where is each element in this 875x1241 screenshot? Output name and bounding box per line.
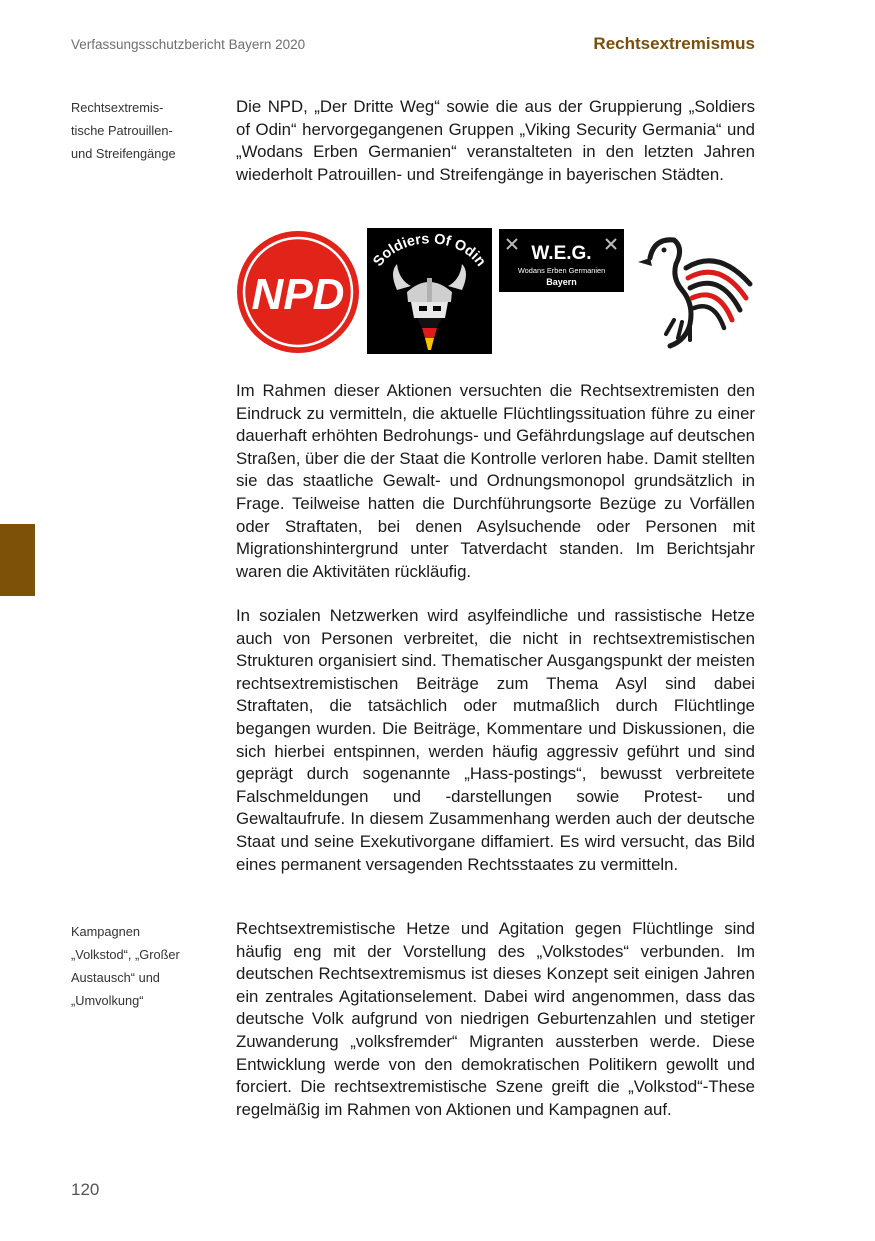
paragraph-volkstod: Rechtsextremistische Hetze und Agitation gegen Flüchtlinge sind häufig eng mit der Vorstellung des „Volkstodes“ verbunden. Im deutschen Rechtsextremismus ist dieses Konzept seit einigen Jahren ein zentrales Agitationselement. Dabei wird angenommen, dass das deutsche Volk aufgrund von niedrigen Geburtenzahlen und stetiger Zuwanderung „volksfremder“ Migranten aussterben werde. Diese Entwicklung werde von den demokratischen Politikern gewollt und forciert. Die rechtsextremistische Szene greift die „Volkstod“-These regelmäßig im Rahmen von Aktionen und Kampagnen auf. bbox=[236, 919, 755, 1119]
logo-strip bbox=[236, 228, 755, 356]
npd-logo bbox=[236, 230, 360, 354]
running-header-publication: Verfassungsschutzbericht Bayern 2020 bbox=[71, 37, 306, 52]
paragraph-social-networks: In sozialen Netzwerken wird asylfeindliche und rassistische Hetze auch von Personen verbreitet, die nicht in rechtsextremistischen Strukturen organisiert sind. Thematischer Ausgangspunkt der meisten rechtsextremistischen Beiträge zum Thema Asyl sind dabei Straftaten, die tatsächlich oder mutmaßlich durch Flüchtlinge begangen wurden. Die Beiträge, Kommentare und Diskussionen, die sich hierbei entspinnen, werden häufig aggressiv geführt und sind geprägt durch sogenannte „Hass-postings“, bewusst verbreitete Falschmeldungen und -darstellungen sowie Protest- und Gewaltaufrufe. In diesem Zusammenhang werden auch der deutsche Staat und seine Exekutivorgane diffamiert. Es wird versucht, das Bild eines permanent versagenden Rechtsstaates zu vermitteln. bbox=[236, 606, 755, 874]
paragraph-aims: Im Rahmen dieser Aktionen versuchten die Rechtsextremisten den Eindruck zu vermitteln, die aktuelle Flüchtlingssituation führe zu einer dauerhaft erhöhten Bedrohungs- und Gefährdungslage auf deutschen Straßen, über die der Staat die Kontrolle verloren habe. Damit stellten sie das staatliche Gewalt- und Ordnungsmonopol grundsätzlich in Frage. Teilweise hatten die Durchführungsorte Bezüge zu Vorfällen oder Straftaten, bei denen Asylsuchende oder Personen mit Migrationshintergrund unter Tatverdacht standen. Im Berichtsjahr waren die Aktivitäten rückläufig. bbox=[236, 381, 755, 581]
soldiers-of-odin-logo bbox=[367, 228, 492, 354]
margin-note-campaigns: Kampagnen „Volkstod“, „Großer Austausch“ und „Umvolkung“ bbox=[71, 924, 180, 1008]
running-header-section: Rechtsextremismus bbox=[593, 34, 755, 53]
margin-note-patrols: Rechtsextremis- tische Patrouillen- und Streifengänge bbox=[71, 100, 176, 161]
soldiers-of-odin-text: Soldiers Of Odin bbox=[370, 231, 489, 270]
page-number: 120 bbox=[71, 1180, 100, 1199]
weg-subtitle: Wodans Erben Germanien bbox=[517, 266, 606, 275]
npd-logo-text: NPD bbox=[251, 270, 345, 319]
weg-region: Bayern bbox=[546, 277, 577, 287]
weg-logo bbox=[499, 229, 624, 292]
weg-title: W.E.G. bbox=[531, 243, 592, 264]
raven-emblem bbox=[630, 228, 755, 350]
chapter-tab-marker bbox=[0, 524, 35, 596]
paragraph-patrols: Die NPD, „Der Dritte Weg“ sowie die aus der Gruppierung „Soldiers of Odin“ hervorgegangenen Gruppen „Viking Security Germania“ und „Wodans Erben Germanien“ veranstalteten in den letzten Jahren wiederholt Patrouillen- und Streifengänge in bayerischen Städten. bbox=[236, 97, 755, 184]
